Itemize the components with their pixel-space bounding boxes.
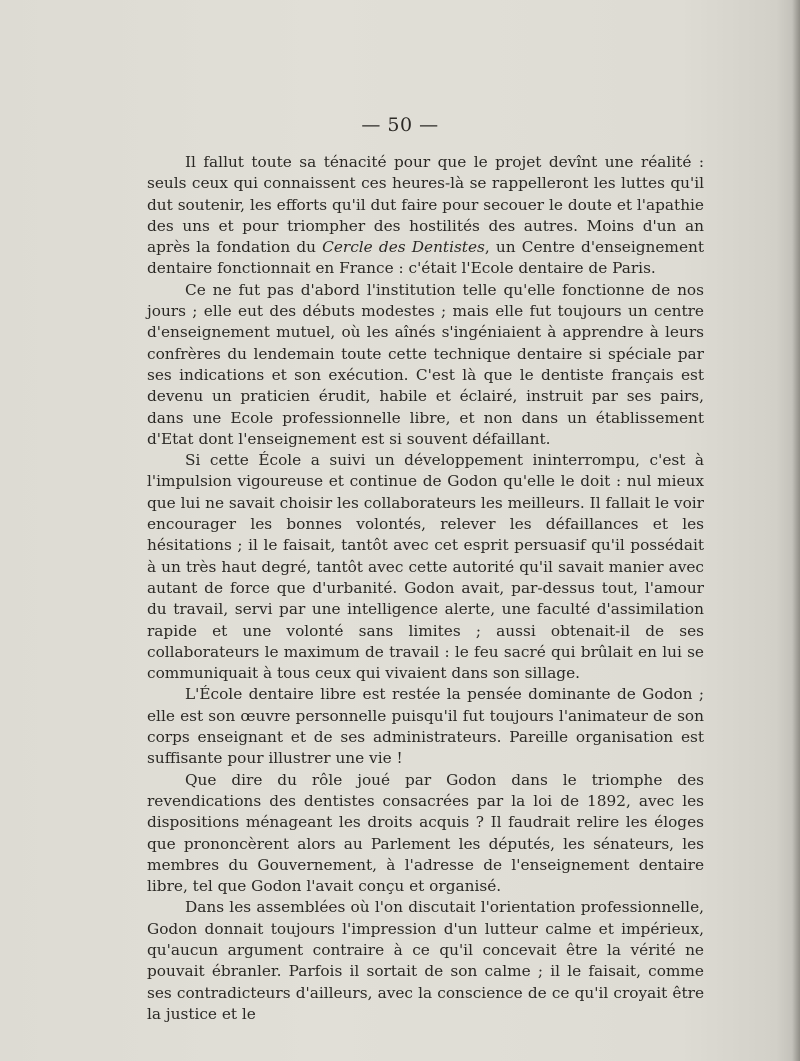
paragraph-1 (147, 152, 704, 280)
paragraph-6: Dans les assemblées où l'on discutait l'orientation professionnelle, Godon donnait toujours l'impression d'un lutteur calme et impérieux, qu'aucun argument contraire à ce qu'il concevait être la vérité ne pouvait ébranler. Parfois il sortait de son calme ; il le faisait, comme ses contradicteurs d'ailleurs, avec la conscience de ce qu'il croyait être la justice et le (147, 898, 704, 1023)
paragraph-1-start: Il fallut toute sa ténacité pour que le projet devînt une réalité : seuls ceux qui connaissent ces heures-là se rappelleront les luttes qu'il dut soutenir, les efforts qu'il dut faire pour secouer le doute et l'apathie des uns et pour triompher des hostilités des autres. Moins d'un an après la fondation du (147, 153, 704, 257)
paragraph-4: L'École dentaire libre est restée la pensée dominante de Godon ; elle est son œuvre personnelle puisqu'il fut toujours l'animateur de son corps enseignant et de ses administrateurs. Pareille organisation est suffisante pour illustrer une vie ! (147, 685, 704, 768)
cercle-des-dentistes-title: Cercle des Dentistes (322, 238, 485, 257)
paragraph-5: Que dire du rôle joué par Godon dans le triomphe des revendications des dentistes consacrées par la loi de 1892, avec les dispositions ménageant les droits acquis ? Il faudrait relire les éloges que prononcèrent alors au Parlement les députés, les sénateurs, les membres du Gouvernement, à l'adresse de l'enseignement dentaire libre, tel que Godon l'avait conçu et organisé. (147, 770, 704, 896)
paragraph-3: Si cette École a suivi un développement ininterrompu, c'est à l'impulsion vigoureuse et continue de Godon qu'elle le doit : nul mieux que lui ne savait choisir les collaborateurs les meilleurs. Il fallait le voir encourager les bonnes volontés, relever les défaillances et les hésitations ; il le faisait, tantôt avec cet esprit persuasif qu'il possédait à un très haut degré, tantôt avec cette autorité qu'il savait manier avec autant de force que d'urbanité. Godon avait, par-dessus tout, l'amour du travail, servi par une intelligence alerte, une faculté d'assimilation rapide et une volonté sans limites ; aussi obtenait-il de ses collaborateurs le maximum de travail : le feu sacré qui brûlait en lui se communiquait à tous ceux qui vivaient dans son sillage. (147, 451, 704, 683)
paragraph-2: Ce ne fut pas d'abord l'institution telle qu'elle fonctionne de nos jours ; elle eut des débuts modestes ; mais elle fut toujours un centre d'enseignement mutuel, où les aînés s'ingéniaient à apprendre à leurs confrères du lendemain toute cette technique dentaire si spéciale par ses indications et son exécution. C'est là que le dentiste français est devenu un praticien érudit, habile et éclairé, instruit par ses pairs, dans une Ecole professionnelle libre, et non dans un établissement d'Etat dont l'enseignement est si souvent défaillant. (147, 280, 704, 448)
body-text (147, 152, 704, 1025)
page-edge-shadow (792, 0, 800, 1061)
page-number: — 50 — (361, 114, 439, 136)
paragraph-1-end: , un Centre d'enseignement dentaire fonctionnait en France : c'était l'Ecole dentaire de Paris. (147, 238, 704, 278)
